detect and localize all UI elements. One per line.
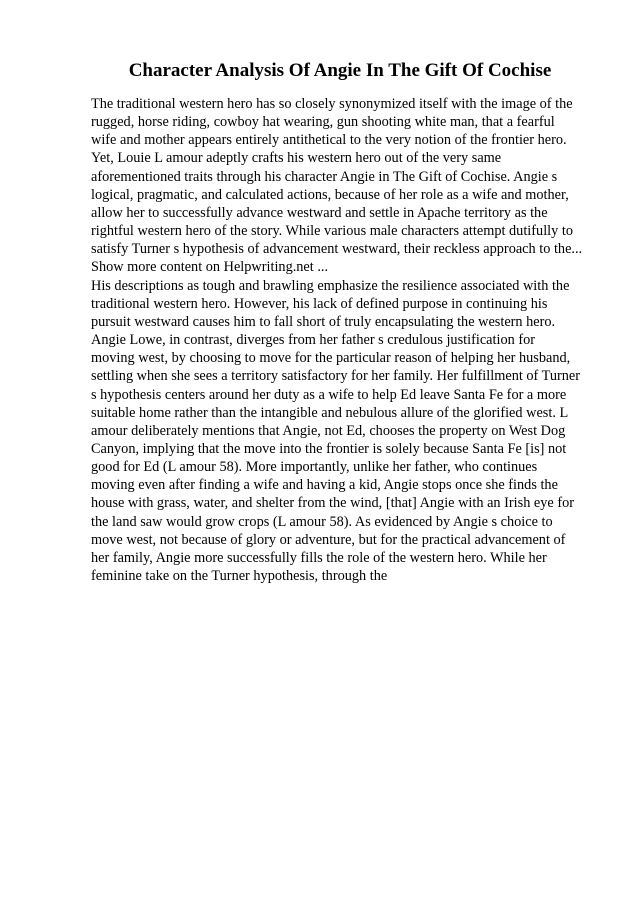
body-text-line: allow her to successfully advance westward and settle in Apache territory as the	[91, 204, 548, 221]
body-text-line: the land saw would grow crops (L amour 58). As evidenced by Angie s choice to	[91, 513, 553, 530]
body-text-line: Yet, Louie L amour adeptly crafts his western hero out of the very same	[91, 150, 502, 167]
body-text-line: feminine take on the Turner hypothesis, through the	[91, 568, 388, 585]
body-text-line: rugged, horse riding, cowboy hat wearing, gun shooting white man, that a fearful	[91, 114, 555, 131]
body-text-line: traditional western hero. However, his lack of defined purpose in continuing his	[91, 295, 548, 312]
body-text-line: satisfy Turner s hypothesis of advancement westward, their reckless approach to the...	[91, 241, 583, 258]
body-text-line: wife and mother appears entirely antithetical to the very notion of the frontier hero.	[91, 132, 567, 149]
body-text-line: aforementioned traits through his character Angie in The Gift of Cochise. Angie s	[91, 168, 558, 185]
body-text-line: settling when she sees a territory satisfactory for her family. Her fulfillment of Turner	[91, 368, 581, 385]
body-text-line: Angie Lowe, in contrast, diverges from her father s credulous justification for	[91, 332, 535, 349]
body-text-line: moving west, by choosing to move for the particular reason of helping her husband,	[91, 350, 571, 367]
body-text-line: The traditional western hero has so closely synonymized itself with the image of the	[91, 96, 573, 112]
body-text-line: suitable home rather than the intangible and nebulous allure of the glorified west. L	[91, 404, 569, 421]
body-text-line: good for Ed (L amour 58). More importantly, unlike her father, who continues	[91, 459, 538, 476]
body-text-line: her family, Angie more successfully fills the role of the western hero. While her	[91, 549, 547, 566]
body-text-line: Show more content on Helpwriting.net ...	[91, 259, 329, 276]
document-title: Character Analysis Of Angie In The Gift Of Cochise	[128, 60, 552, 81]
body-text-line: s hypothesis centers around her duty as a wife to help Ed leave Santa Fe for a more	[91, 386, 567, 403]
body-text-line: amour deliberately mentions that Angie, not Ed, chooses the property on West Dog	[91, 422, 566, 439]
body-text-line: Canyon, implying that the move into the frontier is solely because Santa Fe [is] not	[91, 440, 567, 457]
body-text-line: house with grass, water, and shelter from the wind, [that] Angie with an Irish eye for	[91, 495, 575, 512]
document-body	[91, 95, 611, 585]
body-text-line: moving even after finding a wife and having a kid, Angie stops once she finds the	[91, 477, 558, 494]
body-text-line: logical, pragmatic, and calculated actions, because of her role as a wife and mother,	[91, 186, 569, 203]
body-text-line: rightful western hero of the story. While various male characters attempt dutifully to	[91, 223, 573, 240]
body-text-line: His descriptions as tough and brawling emphasize the resilience associated with the	[91, 277, 570, 294]
body-text-line: pursuit westward causes him to fall short of truly encapsulating the western hero.	[91, 313, 556, 330]
body-text-line: move west, not because of glory or adventure, but for the practical advancement of	[91, 531, 566, 548]
